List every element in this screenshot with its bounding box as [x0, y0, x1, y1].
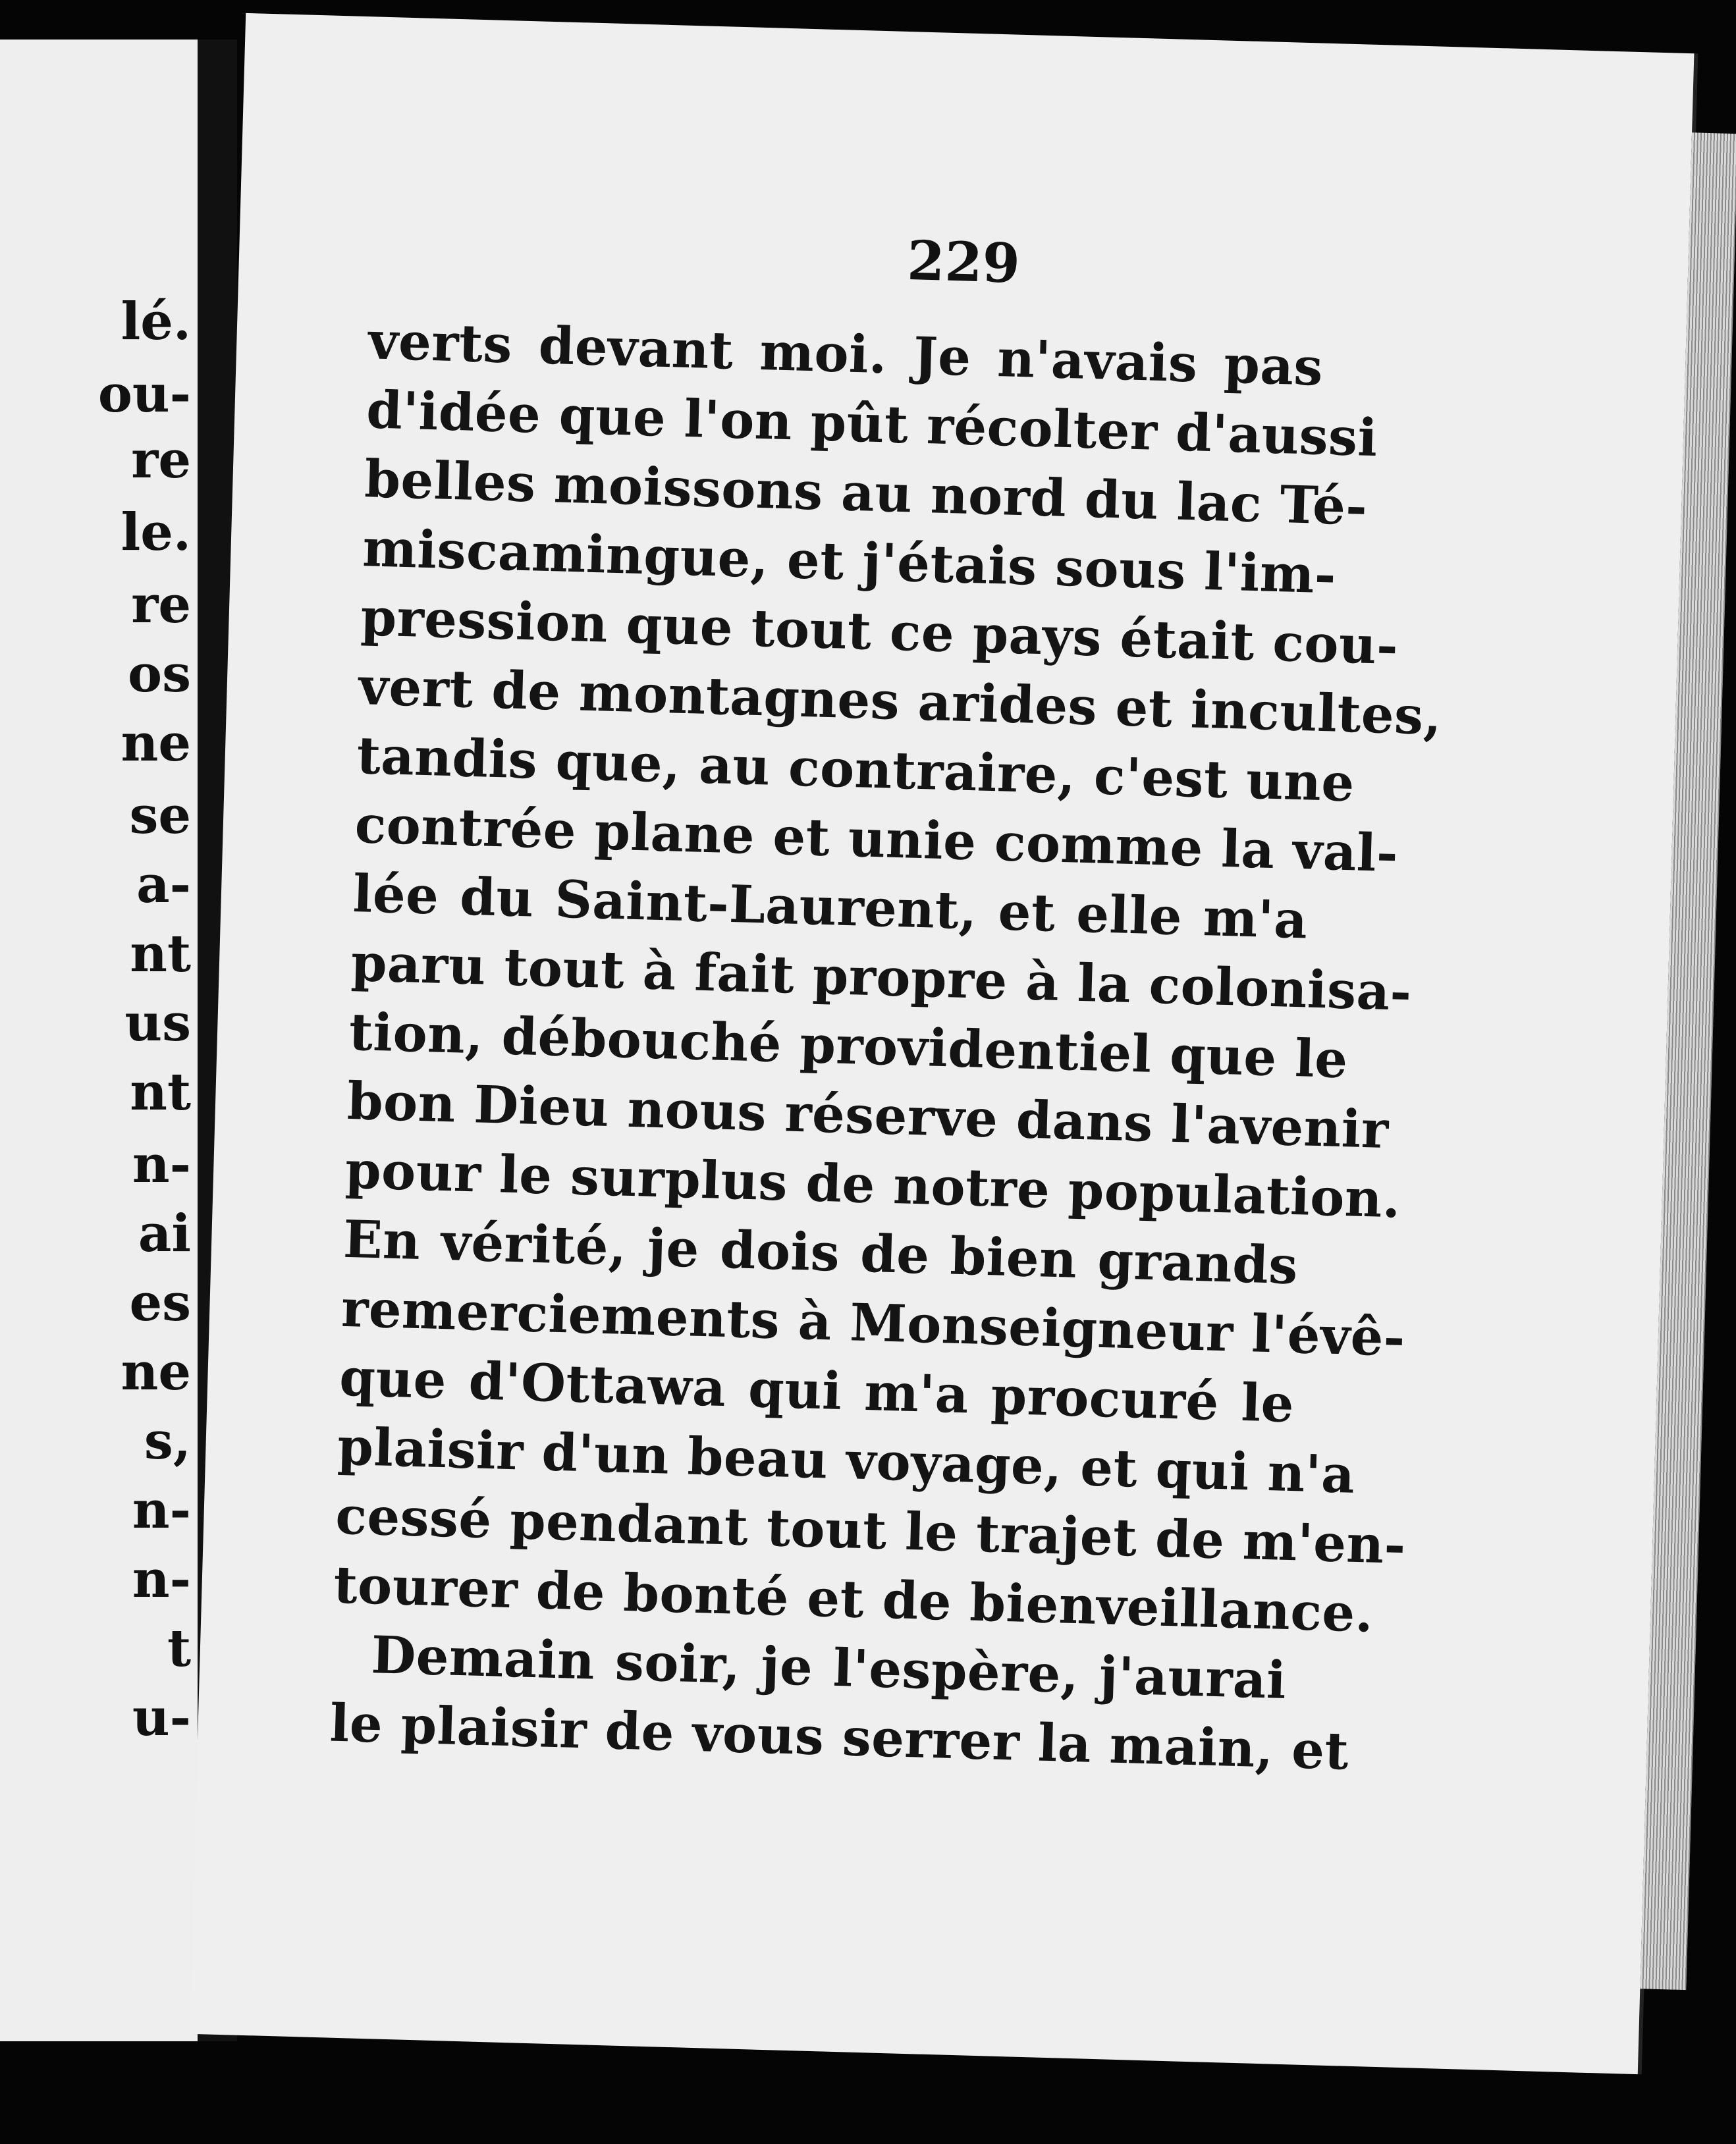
left-fragment: nt	[130, 924, 191, 984]
left-fragment: n-	[132, 1549, 191, 1609]
text-line: remerciements à Monseigneur l'évê-	[340, 1278, 1406, 1368]
text-line: paru tout à fait propre à la colonisa-	[350, 932, 1413, 1023]
text-line: que d'Ottawa qui m'a procuré le	[339, 1347, 1295, 1435]
text-line: tion, débouché providentiel que le	[348, 1002, 1349, 1090]
text-line: pour le surplus de notre population.	[344, 1140, 1402, 1230]
text-line: lée du Saint-Laurent, et elle m'a	[352, 863, 1309, 951]
page-edges	[1640, 132, 1736, 1990]
text-line: verts devant moi. Je n'avais pas	[367, 311, 1324, 398]
body-text	[329, 306, 1443, 1784]
text-line: belles moissons au nord du lac Té-	[364, 449, 1369, 537]
left-fragment: re	[131, 430, 191, 490]
left-fragment: a-	[136, 855, 191, 915]
text-line: contrée plane et unie comme la val-	[354, 795, 1399, 884]
left-fragment: ou-	[97, 364, 191, 424]
left-fragment: ne	[121, 713, 191, 773]
left-fragment: os	[128, 644, 191, 704]
text-line: pression que tout ce pays était cou-	[360, 587, 1399, 677]
text-line: tourer de bonté et de bienveillance.	[333, 1555, 1374, 1644]
left-fragment: lé.	[121, 292, 191, 352]
left-fragment: t	[167, 1619, 191, 1678]
left-fragment: n-	[132, 1135, 191, 1194]
left-fragment: u-	[132, 1688, 191, 1748]
book-page	[190, 13, 1695, 2074]
text-line: miscamingue, et j'étais sous l'im-	[362, 518, 1338, 606]
left-fragment: ai	[138, 1204, 191, 1264]
text-line: plaisir d'un beau voyage, et qui n'a	[337, 1416, 1356, 1505]
text-line: d'idée que l'on pût récolter d'aussi	[366, 380, 1378, 469]
page-number: 229	[906, 229, 1021, 296]
left-fragment: le.	[121, 502, 191, 562]
text-line: En vérité, je dois de bien grands	[342, 1209, 1299, 1297]
left-fragment: n-	[132, 1480, 191, 1540]
left-fragment: us	[124, 993, 191, 1053]
left-fragment: ne	[121, 1342, 191, 1402]
text-line: vert de montagnes arides et incultes,	[358, 657, 1443, 747]
left-fragment: se	[129, 786, 191, 845]
left-fragment: s,	[144, 1411, 191, 1471]
left-fragment: nt	[130, 1062, 191, 1122]
text-line: bon Dieu nous réserve dans l'avenir	[346, 1071, 1390, 1160]
text-line: tandis que, au contraire, c'est une	[356, 726, 1355, 814]
text-line: Demain soir, je l'espère, j'aurai	[370, 1625, 1288, 1711]
text-line: cessé pendant tout le trajet de m'en-	[335, 1486, 1407, 1576]
text-line: le plaisir de vous serrer la main, et	[329, 1693, 1350, 1782]
previous-page-fragment	[0, 40, 202, 2041]
left-fragment: re	[131, 575, 191, 635]
left-fragment: es	[129, 1273, 191, 1333]
